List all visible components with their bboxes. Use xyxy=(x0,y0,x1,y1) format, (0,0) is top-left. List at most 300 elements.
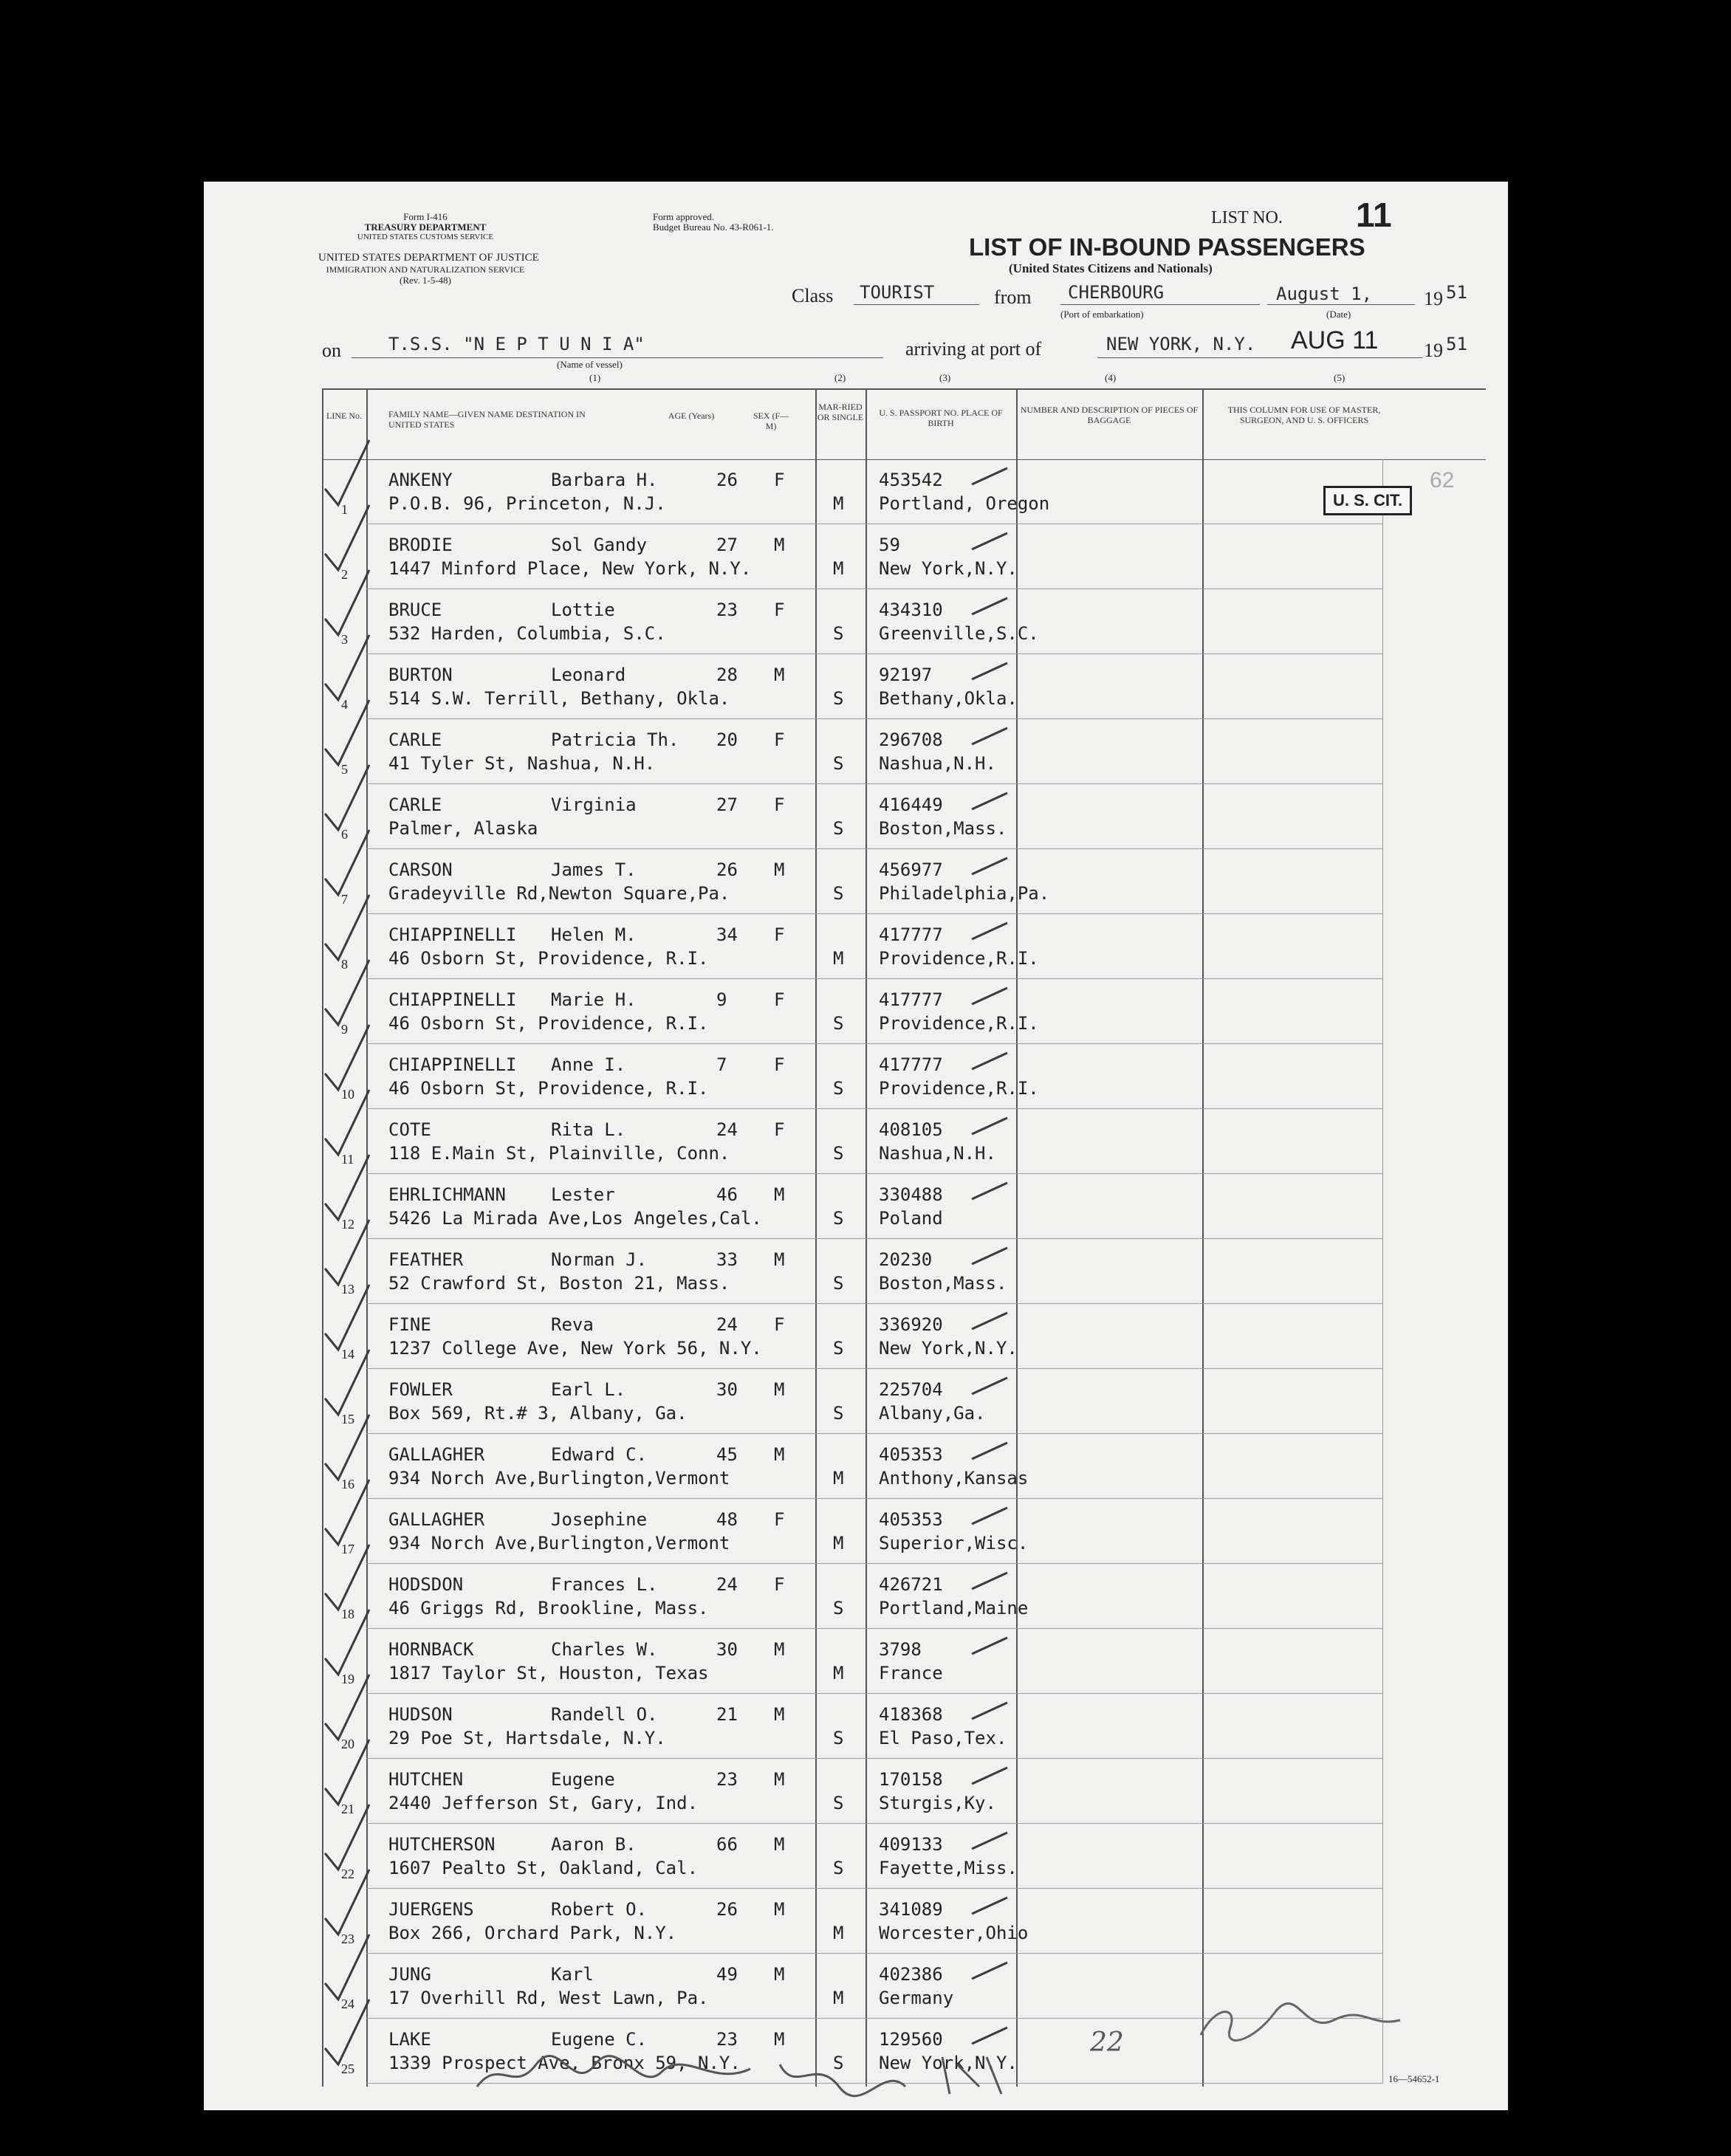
check-mark-icon xyxy=(322,1347,374,1421)
destination-address: 5426 La Mirada Ave,Los Angeles,Cal. xyxy=(388,1208,762,1229)
officer-initials xyxy=(1193,1998,1415,2050)
age: 27 xyxy=(716,535,738,555)
check-mark-icon xyxy=(322,1217,374,1291)
place-of-birth: Sturgis,Ky. xyxy=(879,1793,996,1813)
destination-address: 934 Norch Ave,Burlington,Vermont xyxy=(388,1533,730,1554)
col-header-name: FAMILY NAME—GIVEN NAME DESTINATION IN UNITED STATES xyxy=(388,409,586,430)
passport-check-icon xyxy=(969,722,1013,752)
family-name: JUERGENS xyxy=(388,1899,474,1920)
inspector-signature xyxy=(470,2042,1134,2109)
line-number: 9 xyxy=(341,1022,348,1037)
class-value: TOURIST xyxy=(860,282,935,303)
table-row xyxy=(204,524,1508,589)
place-of-birth: Boston,Mass. xyxy=(879,1273,1007,1294)
check-mark-icon xyxy=(322,1477,374,1551)
check-mark-icon xyxy=(322,957,374,1031)
place-of-birth: El Paso,Tex. xyxy=(879,1728,1007,1748)
age: 26 xyxy=(716,859,738,880)
destination-address: 52 Crawford St, Boston 21, Mass. xyxy=(388,1273,730,1294)
place-of-birth: France xyxy=(879,1663,943,1683)
passport-check-icon xyxy=(969,1827,1013,1856)
year-prefix: 19 xyxy=(1424,288,1443,309)
check-mark-icon xyxy=(322,1932,374,2005)
family-name: CARSON xyxy=(388,859,453,880)
place-of-birth: Providence,R.I. xyxy=(879,1013,1039,1034)
family-name: CARLE xyxy=(388,794,442,815)
destination-address: 2440 Jefferson St, Gary, Ind. xyxy=(388,1793,699,1813)
place-of-birth: Greenville,S.C. xyxy=(879,623,1039,644)
destination-address: 29 Poe St, Hartsdale, N.Y. xyxy=(388,1728,666,1748)
destination-address: Palmer, Alaska xyxy=(388,818,538,839)
age: 21 xyxy=(716,1704,738,1725)
family-name: LAKE xyxy=(388,2029,431,2050)
passport-number: 129560 xyxy=(879,2029,943,2050)
check-mark-icon xyxy=(322,1737,374,1810)
age: 23 xyxy=(716,1769,738,1790)
check-mark-icon xyxy=(322,1152,374,1226)
col-header-sex: SEX (F—M) xyxy=(753,411,789,431)
family-name: HODSDON xyxy=(388,1574,464,1595)
sex: M xyxy=(774,1769,785,1790)
sex: F xyxy=(774,1119,785,1140)
col-number-5: (5) xyxy=(1334,372,1346,383)
table-row xyxy=(204,1499,1508,1564)
place-of-birth: Providence,R.I. xyxy=(879,948,1039,969)
marital-status: M xyxy=(833,1663,844,1683)
line-number: 4 xyxy=(341,697,348,712)
table-row xyxy=(204,849,1508,914)
age: 27 xyxy=(716,794,738,815)
line-number: 6 xyxy=(341,827,348,842)
family-name: FOWLER xyxy=(388,1379,453,1400)
arrival-port: NEW YORK, N.Y. xyxy=(1106,334,1256,354)
date-caption: (Date) xyxy=(1326,309,1351,320)
sex: M xyxy=(774,1964,785,1985)
passport-check-icon xyxy=(969,657,1013,687)
destination-address: 532 Harden, Columbia, S.C. xyxy=(388,623,666,644)
marital-status: S xyxy=(833,753,844,774)
check-mark-icon xyxy=(322,632,374,706)
given-name: Reva xyxy=(551,1314,594,1335)
marital-status: S xyxy=(833,1728,844,1748)
given-name: Frances L. xyxy=(551,1574,658,1595)
check-mark-icon xyxy=(322,1087,374,1161)
passport-number: 92197 xyxy=(879,665,933,685)
line-number: 22 xyxy=(341,1867,354,1881)
age: 24 xyxy=(716,1119,738,1140)
passport-number: 456977 xyxy=(879,859,943,880)
check-mark-icon xyxy=(322,1542,374,1616)
destination-address: 46 Osborn St, Providence, R.I. xyxy=(388,948,709,969)
table-row xyxy=(204,1174,1508,1239)
passport-number: 330488 xyxy=(879,1184,943,1205)
table-row xyxy=(204,1304,1508,1369)
line-number: 5 xyxy=(341,762,348,777)
age: 45 xyxy=(716,1444,738,1465)
age: 46 xyxy=(716,1184,738,1205)
given-name: Leonard xyxy=(551,665,626,685)
line-number: 13 xyxy=(341,1282,354,1297)
sex: F xyxy=(774,794,785,815)
place-of-birth: Portland, Oregon xyxy=(879,493,1050,514)
line-number: 15 xyxy=(341,1412,354,1427)
place-of-birth: Fayette,Miss. xyxy=(879,1858,1018,1878)
passport-check-icon xyxy=(969,982,1013,1012)
marital-status: S xyxy=(833,1143,844,1164)
line-number: 11 xyxy=(341,1152,354,1167)
family-name: FINE xyxy=(388,1314,431,1335)
check-mark-icon xyxy=(322,502,374,576)
marital-status: S xyxy=(833,883,844,904)
table-row xyxy=(204,1109,1508,1174)
table-row xyxy=(204,1434,1508,1499)
sex: F xyxy=(774,729,785,750)
line-number: 18 xyxy=(341,1607,354,1621)
sex: F xyxy=(774,1054,785,1075)
check-mark-icon xyxy=(322,1282,374,1356)
arrival-date-stamp: AUG 11 xyxy=(1291,326,1379,354)
passport-check-icon xyxy=(969,1047,1013,1077)
age: 7 xyxy=(716,1054,727,1075)
family-name: CHIAPPINELLI xyxy=(388,924,517,945)
family-name: COTE xyxy=(388,1119,431,1140)
place-of-birth: Providence,R.I. xyxy=(879,1078,1039,1099)
marital-status: M xyxy=(833,1923,844,1943)
table-row xyxy=(204,459,1508,524)
line-number: 20 xyxy=(341,1737,354,1751)
given-name: Barbara H. xyxy=(551,470,658,490)
customs-label: UNITED STATES CUSTOMS SERVICE xyxy=(357,233,494,241)
col-header-baggage: NUMBER AND DESCRIPTION OF PIECES OF BAGGAGE xyxy=(1020,405,1199,425)
given-name: Eugene C. xyxy=(551,2029,648,2050)
form-approved: Form approved. xyxy=(653,211,715,222)
given-name: Rita L. xyxy=(551,1119,626,1140)
given-name: Norman J. xyxy=(551,1249,648,1270)
line-number: 24 xyxy=(341,1997,354,2011)
line-number: 2 xyxy=(341,567,348,582)
age: 26 xyxy=(716,470,738,490)
place-of-birth: Germany xyxy=(879,1988,954,2008)
sex: F xyxy=(774,1314,785,1335)
age: 33 xyxy=(716,1249,738,1270)
age: 23 xyxy=(716,2029,738,2050)
table-row xyxy=(204,914,1508,979)
given-name: James T. xyxy=(551,859,637,880)
passport-check-icon xyxy=(969,1502,1013,1531)
destination-address: 41 Tyler St, Nashua, N.H. xyxy=(388,753,656,774)
destination-address: 1607 Pealto St, Oakland, Cal. xyxy=(388,1858,699,1878)
marital-status: S xyxy=(833,1273,844,1294)
passport-number: 341089 xyxy=(879,1899,943,1920)
passport-check-icon xyxy=(969,787,1013,817)
col-number-3: (3) xyxy=(939,372,951,383)
destination-address: 46 Griggs Rd, Brookline, Mass. xyxy=(388,1598,709,1618)
place-of-birth: Portland,Maine xyxy=(879,1598,1029,1618)
page-title: LIST OF IN-BOUND PASSENGERS xyxy=(969,233,1365,261)
check-mark-icon xyxy=(322,1997,374,2070)
age: 28 xyxy=(716,665,738,685)
sex: M xyxy=(774,1639,785,1660)
given-name: Josephine xyxy=(551,1509,648,1530)
sex: M xyxy=(774,665,785,685)
col-header-passport: U. S. PASSPORT NO. PLACE OF BIRTH xyxy=(879,408,1003,428)
vessel-caption: (Name of vessel) xyxy=(557,359,623,370)
family-name: EHRLICHMANN xyxy=(388,1184,506,1205)
table-row xyxy=(204,589,1508,654)
given-name: Anne I. xyxy=(551,1054,626,1075)
place-of-birth: Nashua,N.H. xyxy=(879,1143,996,1164)
arrival-year-prefix: 19 xyxy=(1424,340,1443,361)
place-of-birth: Philadelphia,Pa. xyxy=(879,883,1050,904)
passport-check-icon xyxy=(969,592,1013,622)
place-of-birth: Worcester,Ohio xyxy=(879,1923,1029,1943)
given-name: Eugene xyxy=(551,1769,615,1790)
family-name: ANKENY xyxy=(388,470,453,490)
arriving-label: arriving at port of xyxy=(905,338,1042,360)
family-name: HUTCHERSON xyxy=(388,1834,496,1855)
family-name: HUDSON xyxy=(388,1704,453,1725)
given-name: Lester xyxy=(551,1184,615,1205)
destination-address: P.O.B. 96, Princeton, N.J. xyxy=(388,493,666,514)
check-mark-icon xyxy=(322,892,374,966)
table-row xyxy=(204,1564,1508,1629)
destination-address: 1339 Prospect Ave, Bronx 59, N.Y. xyxy=(388,2053,741,2073)
given-name: Aaron B. xyxy=(551,1834,637,1855)
family-name: BRODIE xyxy=(388,535,453,555)
table-row xyxy=(204,719,1508,784)
marital-status: M xyxy=(833,1533,844,1554)
passport-number: 417777 xyxy=(879,924,943,945)
col-number-2: (2) xyxy=(834,372,846,383)
passport-number: 418368 xyxy=(879,1704,943,1725)
given-name: Edward C. xyxy=(551,1444,648,1465)
family-name: HUTCHEN xyxy=(388,1769,464,1790)
passport-check-icon xyxy=(969,1892,1013,1921)
check-mark-icon xyxy=(322,1802,374,1875)
line-number: 3 xyxy=(341,632,348,647)
treasury-label: TREASURY DEPARTMENT xyxy=(364,222,487,233)
port-of-embarkation: CHERBOURG xyxy=(1068,282,1165,303)
port-embark-caption: (Port of embarkation) xyxy=(1060,309,1144,320)
sex: F xyxy=(774,1574,785,1595)
passport-number: 59 xyxy=(879,535,900,555)
passport-number: 170158 xyxy=(879,1769,943,1790)
age: 49 xyxy=(716,1964,738,1985)
col-number-4: (4) xyxy=(1105,372,1117,383)
col-header-officers: THIS COLUMN FOR USE OF MASTER, SURGEON, AND U. S. OFFICERS xyxy=(1227,405,1381,425)
age: 66 xyxy=(716,1834,738,1855)
list-no-label: LIST NO. xyxy=(1211,208,1283,227)
table-row xyxy=(204,1694,1508,1759)
age: 26 xyxy=(716,1899,738,1920)
line-number: 21 xyxy=(341,1802,354,1816)
age: 9 xyxy=(716,989,727,1010)
given-name: Virginia xyxy=(551,794,637,815)
manifest-sheet xyxy=(204,182,1508,2110)
family-name: GALLAGHER xyxy=(388,1444,485,1465)
age: 23 xyxy=(716,600,738,620)
ins-label: IMMIGRATION AND NATURALIZATION SERVICE xyxy=(326,264,525,275)
passport-check-icon xyxy=(969,462,1013,492)
given-name: Robert O. xyxy=(551,1899,648,1920)
place-of-birth: New York,N.Y. xyxy=(879,2053,1018,2073)
given-name: Patricia Th. xyxy=(551,729,679,750)
sex: M xyxy=(774,2029,785,2050)
family-name: CHIAPPINELLI xyxy=(388,1054,517,1075)
passport-number: 417777 xyxy=(879,989,943,1010)
given-name: Earl L. xyxy=(551,1379,626,1400)
check-mark-icon xyxy=(322,1867,374,1940)
table-row xyxy=(204,1824,1508,1889)
departure-date: August 1, xyxy=(1276,284,1373,304)
check-mark-icon xyxy=(322,827,374,901)
destination-address: 514 S.W. Terrill, Bethany, Okla. xyxy=(388,688,730,709)
marital-status: S xyxy=(833,1598,844,1618)
destination-address: 1817 Taylor St, Houston, Texas xyxy=(388,1663,709,1683)
given-name: Sol Gandy xyxy=(551,535,648,555)
passport-number: 296708 xyxy=(879,729,943,750)
marital-status: S xyxy=(833,1403,844,1424)
passport-check-icon xyxy=(969,1762,1013,1791)
budget-bureau: Budget Bureau No. 43-R061-1. xyxy=(653,222,774,233)
given-name: Karl xyxy=(551,1964,594,1985)
destination-address: 118 E.Main St, Plainville, Conn. xyxy=(388,1143,730,1164)
destination-address: 934 Norch Ave,Burlington,Vermont xyxy=(388,1468,730,1489)
destination-address: 1447 Minford Place, New York, N.Y. xyxy=(388,558,752,579)
passport-check-icon xyxy=(969,1372,1013,1401)
destination-address: Box 266, Orchard Park, N.Y. xyxy=(388,1923,677,1943)
passport-number: 426721 xyxy=(879,1574,943,1595)
line-number: 17 xyxy=(341,1542,354,1556)
line-number: 23 xyxy=(341,1932,354,1946)
family-name: HORNBACK xyxy=(388,1639,474,1660)
col-header-married: MAR-RIED OR SINGLE xyxy=(817,402,864,422)
check-mark-icon xyxy=(322,697,374,771)
passport-number: 405353 xyxy=(879,1509,943,1530)
us-citizen-stamp: U. S. CIT. xyxy=(1323,486,1412,515)
sex: M xyxy=(774,859,785,880)
table-row xyxy=(204,1044,1508,1109)
passport-check-icon xyxy=(969,1177,1013,1206)
sex: M xyxy=(774,1379,785,1400)
sex: M xyxy=(774,1249,785,1270)
passport-number: 225704 xyxy=(879,1379,943,1400)
check-mark-icon xyxy=(322,1022,374,1096)
passport-check-icon xyxy=(969,527,1013,557)
passport-check-icon xyxy=(969,1437,1013,1466)
family-name: GALLAGHER xyxy=(388,1509,485,1530)
family-name: CHIAPPINELLI xyxy=(388,989,517,1010)
class-label: Class xyxy=(792,285,834,306)
marital-status: M xyxy=(833,1988,844,2008)
given-name: Lottie xyxy=(551,600,615,620)
arrival-year: 51 xyxy=(1446,334,1467,354)
sex: M xyxy=(774,1184,785,1205)
check-mark-icon xyxy=(322,567,374,641)
check-mark-icon xyxy=(322,1672,374,1745)
marital-status: S xyxy=(833,623,844,644)
passport-number: 416449 xyxy=(879,794,943,815)
marital-status: S xyxy=(833,1208,844,1229)
family-name: JUNG xyxy=(388,1964,431,1985)
line-number: 8 xyxy=(341,957,348,972)
age: 24 xyxy=(716,1314,738,1335)
destination-address: 1237 College Ave, New York 56, N.Y. xyxy=(388,1338,762,1359)
passport-number: 405353 xyxy=(879,1444,943,1465)
place-of-birth: Anthony,Kansas xyxy=(879,1468,1029,1489)
passport-number: 402386 xyxy=(879,1964,943,1985)
sex: M xyxy=(774,1834,785,1855)
col-header-age: AGE (Years) xyxy=(668,411,715,421)
passport-number: 434310 xyxy=(879,600,943,620)
passport-check-icon xyxy=(969,1307,1013,1336)
vessel-name: T.S.S. "N E P T U N I A" xyxy=(388,334,645,354)
place-of-birth: Poland xyxy=(879,1208,943,1229)
place-of-birth: Superior,Wisc. xyxy=(879,1533,1029,1554)
line-number: 19 xyxy=(341,1672,354,1686)
age: 20 xyxy=(716,729,738,750)
sex: F xyxy=(774,989,785,1010)
destination-address: Box 569, Rt.# 3, Albany, Ga. xyxy=(388,1403,688,1424)
age: 30 xyxy=(716,1639,738,1660)
passport-number: 417777 xyxy=(879,1054,943,1075)
place-of-birth: Albany,Ga. xyxy=(879,1403,986,1424)
check-mark-icon xyxy=(322,437,374,511)
corner-number: 62 xyxy=(1430,468,1455,492)
line-number: 7 xyxy=(341,892,348,907)
marital-status: S xyxy=(833,818,844,839)
line-number: 12 xyxy=(341,1217,354,1232)
line-number: 1 xyxy=(341,502,348,517)
place-of-birth: New York,N.Y. xyxy=(879,558,1018,579)
revision-label: (Rev. 1-5-48) xyxy=(400,275,451,286)
age: 24 xyxy=(716,1574,738,1595)
passport-check-icon xyxy=(969,1112,1013,1141)
marital-status: S xyxy=(833,1793,844,1813)
sex: F xyxy=(774,470,785,490)
passport-check-icon xyxy=(969,852,1013,882)
destination-address: 46 Osborn St, Providence, R.I. xyxy=(388,1013,709,1034)
destination-address: 17 Overhill Rd, West Lawn, Pa. xyxy=(388,1988,709,2008)
sex: F xyxy=(774,1509,785,1530)
marital-status: M xyxy=(833,493,844,514)
passport-number: 453542 xyxy=(879,470,943,490)
marital-status: S xyxy=(833,1013,844,1034)
table-row xyxy=(204,654,1508,719)
from-label: from xyxy=(994,286,1032,308)
line-number: 14 xyxy=(341,1347,354,1362)
table-row xyxy=(204,1889,1508,1954)
list-number: 11 xyxy=(1356,196,1392,234)
age: 30 xyxy=(716,1379,738,1400)
sex: F xyxy=(774,600,785,620)
table-row xyxy=(204,1239,1508,1304)
check-mark-icon xyxy=(322,762,374,836)
table-row xyxy=(204,1369,1508,1434)
line-number: 10 xyxy=(341,1087,354,1102)
passport-number: 336920 xyxy=(879,1314,943,1335)
marital-status: M xyxy=(833,1468,844,1489)
year-value: 51 xyxy=(1446,282,1467,303)
given-name: Randell O. xyxy=(551,1704,658,1725)
place-of-birth: Nashua,N.H. xyxy=(879,753,996,774)
marital-status: M xyxy=(833,558,844,579)
marital-status: S xyxy=(833,2053,844,2073)
footer-code: 16—54652-1 xyxy=(1388,2073,1440,2084)
doj-label: UNITED STATES DEPARTMENT OF JUSTICE xyxy=(318,252,539,264)
given-name: Helen M. xyxy=(551,924,637,945)
col-header-line-no: LINE No. xyxy=(326,411,362,421)
